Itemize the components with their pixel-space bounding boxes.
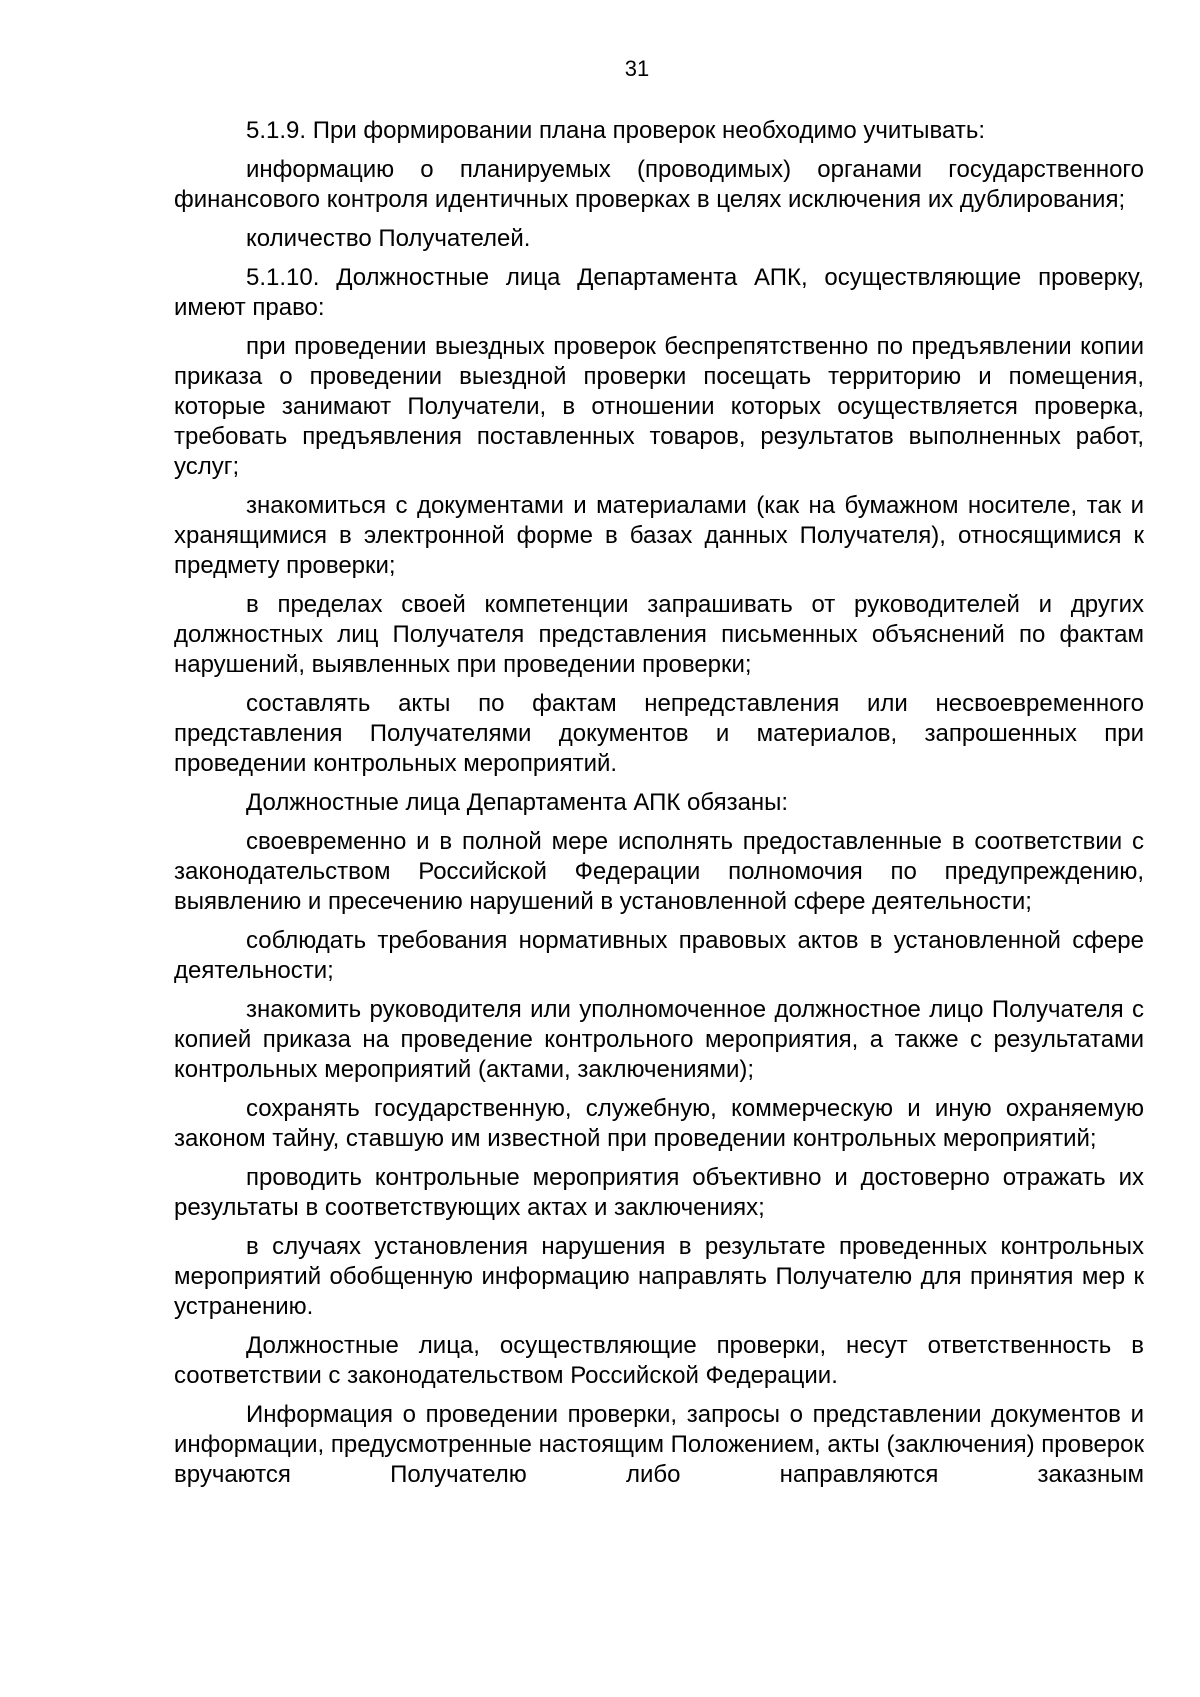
paragraph-info-planned-checks: информацию о планируемых (проводимых) органами государственного финансового контроля идентичных проверках в целях исключения их дублирования; [174,156,1144,213]
paragraph-send-summary: в случаях установления нарушения в результате проведенных контрольных мероприятий обобщенную информацию направлять Получателю для принятия мер к устранению. [174,1233,1144,1320]
document-body [174,116,1144,1490]
paragraph-delivery-info: Информация о проведении проверки, запросы о представлении документов и информации, предусмотренные настоящим Положением, акты (заключения) проверок вручаются Получателю либо направляются заказным [174,1401,1144,1488]
paragraph-5-1-10: 5.1.10. Должностные лица Департамента АПК, осуществляющие проверку, имеют право: [174,264,1144,321]
paragraph-draw-up-acts: составлять акты по фактам непредставления или несвоевременного представления Получателями документов и материалов, запрошенных при проведении контрольных мероприятий. [174,690,1144,777]
paragraph-comply-requirements: соблюдать требования нормативных правовых актов в установленной сфере деятельности; [174,927,1144,984]
paragraph-recipient-count: количество Получателей. [246,225,531,252]
paragraph-acquaint-manager: знакомить руководителя или уполномоченное должностное лицо Получателя с копией приказа на проведение контрольного мероприятия, а также с результатами контрольных мероприятий (актами, заключениями); [174,996,1144,1083]
page-number: 31 [624,56,650,81]
paragraph-review-documents: знакомиться с документами и материалами (как на бумажном носителе, так и хранящимися в электронной форме в базах данных Получателя), относящимися к предмету проверки; [174,492,1144,579]
paragraph-exercise-powers: своевременно и в полной мере исполнять предоставленные в соответствии с законодательством Российской Федерации полномочия по предупреждению, выявлению и пресечению нарушений в установленной сфере деятельности; [174,828,1144,915]
paragraph-onsite-inspection-rights: при проведении выездных проверок беспрепятственно по предъявлении копии приказа о проведении выездной проверки посещать территорию и помещения, которые занимают Получатели, в отношении которых осуществляется проверка, требовать предъявления поставленных товаров, результатов выполненных работ, услуг; [174,333,1144,480]
paragraph-officials-obliged: Должностные лица Департамента АПК обязаны: [246,789,789,816]
paragraph-conduct-objectively: проводить контрольные мероприятия объективно и достоверно отражать их результаты в соответствующих актах и заключениях; [174,1164,1144,1221]
paragraph-request-explanations: в пределах своей компетенции запрашивать от руководителей и других должностных лиц Получателя представления письменных объяснений по фактам нарушений, выявленных при проведении проверки; [174,591,1144,678]
paragraph-5-1-9: 5.1.9. При формировании плана проверок необходимо учитывать: [246,117,985,144]
paragraph-responsibility: Должностные лица, осуществляющие проверки, несут ответственность в соответствии с законодательством Российской Федерации. [174,1332,1144,1389]
paragraph-keep-secrets: сохранять государственную, служебную, коммерческую и иную охраняемую законом тайну, ставшую им известной при проведении контрольных мероприятий; [174,1095,1144,1152]
